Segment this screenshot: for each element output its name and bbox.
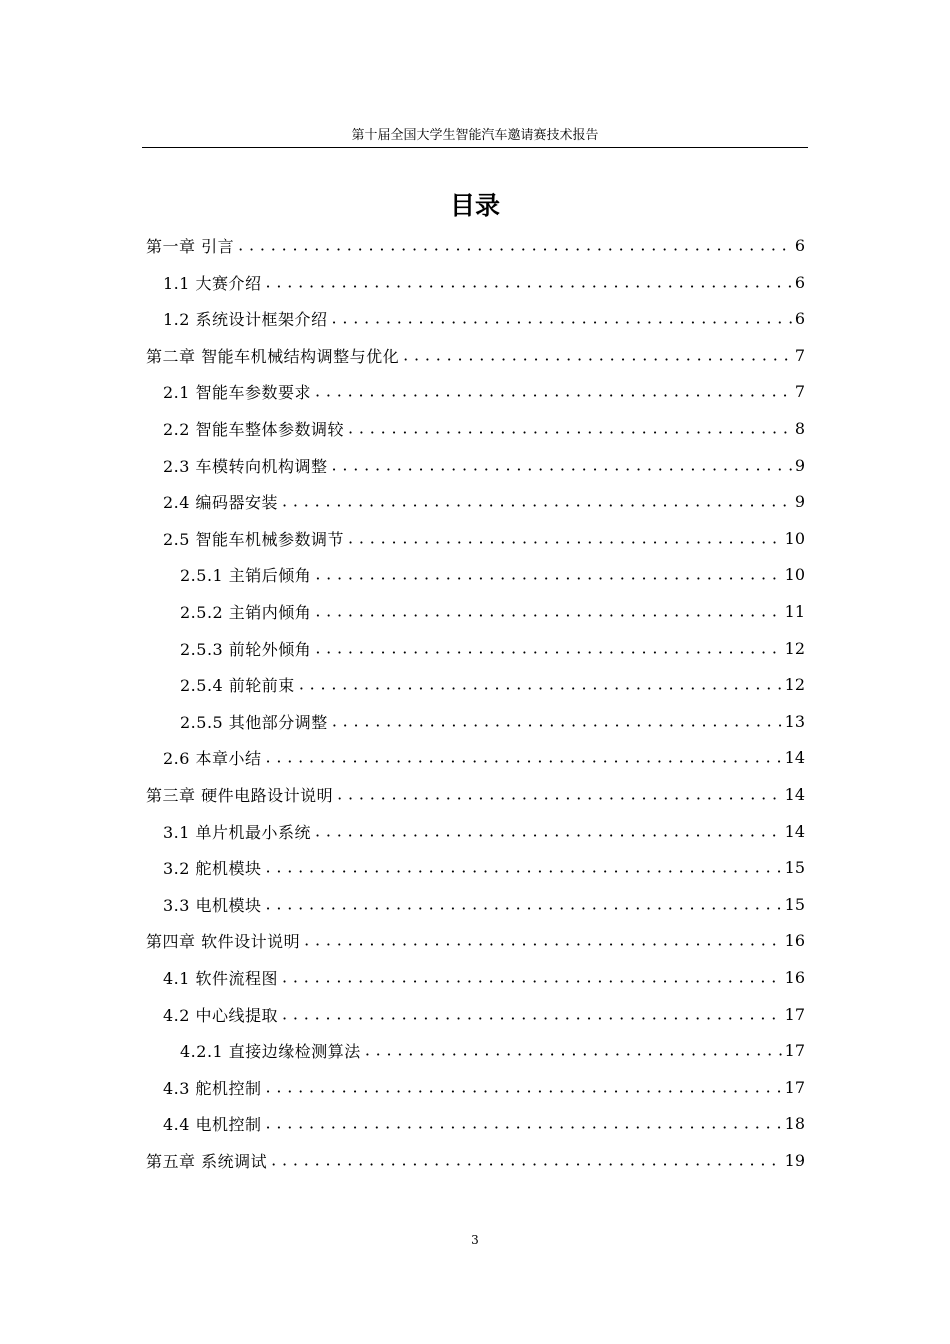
toc-dot-leader [344,520,783,556]
toc-title: 目录 [449,191,500,220]
toc-entry-page: 6 [794,235,805,255]
toc-entry[interactable] [180,556,805,592]
toc-entry[interactable] [163,1069,805,1105]
toc-dot-leader [344,410,793,446]
header-rule [142,147,808,148]
toc-dot-leader [262,264,793,300]
toc-entry-title: 2.2 智能车整体参数调较 [163,419,345,439]
toc-entry[interactable] [146,337,805,373]
toc-dot-leader [311,593,782,629]
toc-entry-title: 2.5.4 前轮前束 [180,675,295,695]
toc-entry-title: 4.1 软件流程图 [163,968,279,988]
toc-entry-page: 12 [784,638,805,658]
toc-entry[interactable] [163,1105,805,1141]
toc-entry-title: 第一章 引言 [146,236,235,256]
toc-entry-page: 10 [784,564,805,584]
toc-entry-page: 12 [784,674,805,694]
toc-dot-leader [262,849,783,885]
toc-entry-title: 2.5.3 前轮外倾角 [180,639,312,659]
toc-dot-leader [262,1105,783,1141]
toc-entry-title: 第四章 软件设计说明 [146,931,301,951]
toc-dot-leader [262,739,783,775]
toc-entry[interactable] [146,922,805,958]
toc-entry[interactable] [163,849,805,885]
toc-entry[interactable] [163,886,805,922]
toc-entry-title: 3.2 舵机模块 [163,858,262,878]
toc-entry-title: 4.2 中心线提取 [163,1005,279,1025]
toc-entry-page: 11 [784,601,805,621]
toc-entry[interactable] [180,630,805,666]
toc-entry[interactable] [163,996,805,1032]
toc-entry[interactable] [163,520,805,556]
toc-entry-title: 2.5.5 其他部分调整 [180,712,328,732]
toc-entry[interactable] [163,373,805,409]
toc-entry-title: 4.3 舵机控制 [163,1078,262,1098]
toc-entry-page: 19 [784,1150,805,1170]
toc-entry-title: 2.6 本章小结 [163,748,262,768]
toc-entry-title: 3.1 单片机最小系统 [163,822,312,842]
toc-entry[interactable] [146,1142,805,1178]
toc-entry-page: 9 [794,455,805,475]
toc-dot-leader [333,776,783,812]
toc-entry-page: 16 [784,930,805,950]
toc-entry[interactable] [163,483,805,519]
toc-entry[interactable] [163,959,805,995]
toc-dot-leader [262,1069,783,1105]
toc-entry-page: 7 [794,345,805,365]
toc-entry-title: 2.4 编码器安装 [163,492,279,512]
toc-dot-leader [311,813,783,849]
toc-dot-leader [328,300,793,336]
toc-entry-title: 2.5.2 主销内倾角 [180,602,312,622]
toc-entry[interactable] [146,227,805,263]
toc-dot-leader [328,447,793,483]
toc-entry-page: 15 [784,894,805,914]
toc-entry-page: 15 [784,857,805,877]
toc-entry[interactable] [163,264,805,300]
toc-entry-page: 16 [784,967,805,987]
toc-entry-page: 17 [784,1004,805,1024]
toc-entry-page: 17 [784,1077,805,1097]
toc-entry-page: 18 [784,1113,805,1133]
toc-dot-leader [267,1142,783,1178]
toc-entry[interactable] [146,776,805,812]
toc-dot-leader [262,886,783,922]
toc-entry-page: 17 [784,1040,805,1060]
toc-dot-leader [278,959,783,995]
toc-entry[interactable] [163,447,805,483]
toc-entry-page: 8 [794,418,805,438]
toc-dot-leader [361,1032,783,1068]
toc-entry-title: 3.3 电机模块 [163,895,262,915]
page-number: 3 [471,1233,479,1247]
toc-entry-title: 2.5 智能车机械参数调节 [163,529,345,549]
toc-entry[interactable] [163,739,805,775]
toc-entry[interactable] [180,1032,805,1068]
toc-entry-title: 第二章 智能车机械结构调整与优化 [146,346,400,366]
toc-entry-title: 2.3 车模转向机构调整 [163,456,328,476]
toc-entry[interactable] [163,813,805,849]
toc-entry-page: 10 [784,528,805,548]
toc-entry-title: 第五章 系统调试 [146,1151,268,1171]
toc-entry[interactable] [163,300,805,336]
toc-dot-leader [311,556,782,592]
toc-entry[interactable] [180,666,805,702]
toc-entry-page: 6 [794,308,805,328]
toc-entry-title: 2.5.1 主销后倾角 [180,565,312,585]
toc-entry-title: 2.1 智能车参数要求 [163,382,312,402]
toc-entry-page: 13 [784,711,805,731]
toc-dot-leader [311,373,793,409]
toc-dot-leader [278,483,793,519]
running-header: 第十届全国大学生智能汽车邀请赛技术报告 [351,128,599,143]
toc-dot-leader [311,630,782,666]
toc-entry[interactable] [163,410,805,446]
toc-entry-page: 14 [784,784,805,804]
toc-entry-page: 7 [794,381,805,401]
toc-entry[interactable] [180,703,805,739]
toc-dot-leader [295,666,783,702]
toc-entry-page: 9 [794,491,805,511]
toc-entry-page: 6 [794,272,805,292]
toc-entry-title: 1.1 大赛介绍 [163,273,262,293]
toc-dot-leader [278,996,783,1032]
toc-entry-title: 1.2 系统设计框架介绍 [163,309,328,329]
toc-dot-leader [234,227,793,263]
toc-entry-page: 14 [784,821,805,841]
toc-entry-title: 4.4 电机控制 [163,1114,262,1134]
toc-entry[interactable] [180,593,805,629]
toc-dot-leader [399,337,793,373]
toc-entry-page: 14 [784,747,805,767]
toc-entry-title: 第三章 硬件电路设计说明 [146,785,334,805]
toc-entry-title: 4.2.1 直接边缘检测算法 [180,1041,361,1061]
toc-dot-leader [328,703,783,739]
toc-dot-leader [300,922,783,958]
